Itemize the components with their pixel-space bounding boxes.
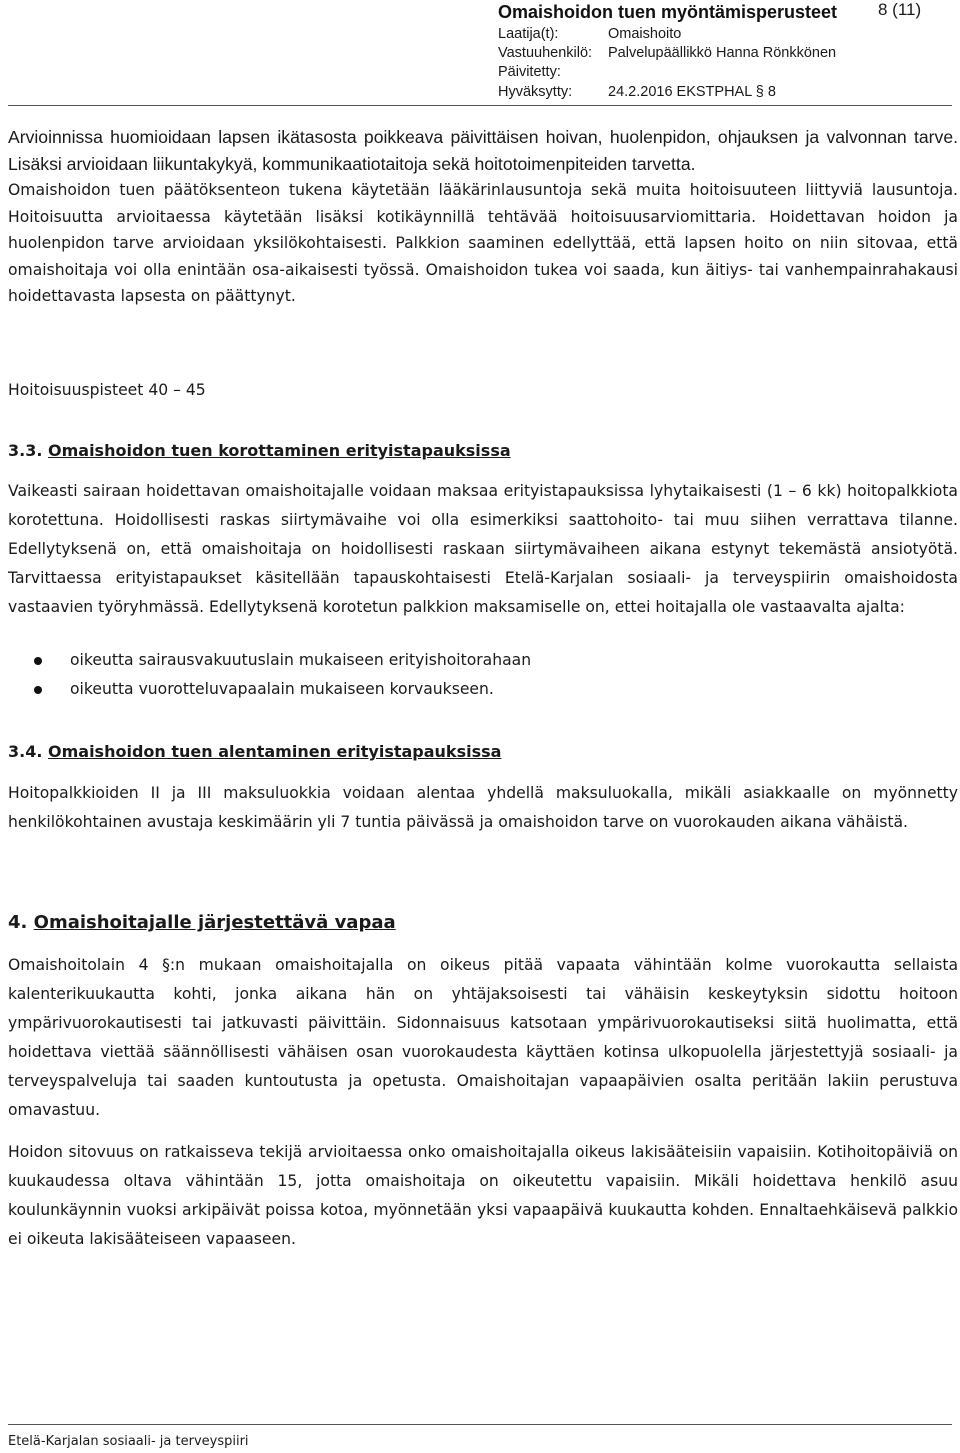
meta-label: Laatija(t): [498, 26, 559, 42]
section-number: 3.4. [8, 742, 43, 761]
meta-value: Palvelupäällikkö Hanna Rönkkönen [608, 45, 837, 61]
meta-row-responsible [498, 45, 837, 61]
section-number: 3.3. [8, 441, 43, 460]
section-3-3-body: Vaikeasti sairaan hoidettavan omaishoitajalle voidaan maksaa erityistapauksissa lyhytaikaisesti (1 – 6 kk) hoitopalkkiota korotettuna. Hoidollisesti raskas siirtymävaihe voi olla esimerkiksi saattohoito- tai muu siihen verrattava tilanne. Edellytyksenä on, että omaishoitaja on hoidollisesti raskaan siirtymävaiheen aikana estynyt tekemästä ansiotyötä. Tarvittaessa erityistapaukset käsitellään tapauskohtaisesti Etelä-Karjalan sosiaali- ja terveyspiirin omaishoidosta vastaavien työryhmässä. Edellytyksenä korotetun palkkion maksamiselle on, ettei hoitajalla ole vastaavalta ajalta: [8, 482, 958, 616]
section-heading-3-3 [8, 441, 511, 460]
meta-value: 24.2.2016 EKSTPHAL § 8 [608, 84, 776, 100]
meta-value: Omaishoito [608, 26, 682, 42]
bullet-icon [34, 686, 42, 694]
meta-row-approved [498, 84, 776, 100]
section-heading-3-4 [8, 742, 501, 761]
section-title: Omaishoidon tuen korottaminen erityistapauksissa [48, 441, 511, 460]
intro-paragraph-rest: Omaishoidon tuen päätöksenteon tukena käytetään lääkärinlausuntoja sekä muita hoitoisuuteen liittyviä lausuntoja. Hoitoisuutta arvioitaessa käytetään lisäksi kotikäynnillä tehtävää hoitoisuusarviomittaria. Hoidettavan hoidon ja huolenpidon tarve arvioidaan yksilökohtaisesti. Palkkion saaminen edellyttää, että lapsen hoito on niin sitovaa, että omaishoitaja voi olla enintään osa-aikaisesti työssä. Omaishoidon tukea voi saada, kun äitiys- tai vanhempainrahakausi hoidettavasta lapsesta on päättynyt. [8, 181, 958, 305]
section-title: Omaishoidon tuen alentaminen erityistapauksissa [48, 742, 502, 761]
header-divider [8, 105, 952, 106]
section-4-body-2: Hoidon sitovuus on ratkaisseva tekijä arvioitaessa onko omaishoitajalla oikeus lakisääteisiin vapaisiin. Kotihoitopäiviä on kuukaudessa oltava vähintään 15, jotta omaishoitaja on oikeutettu vapaisiin. Mikäli hoidettava henkilö asuu koulunkäynnin vuoksi arkipäivät poissa kotoa, myönnetään yksi vapaapäivä kuukautta kohden. Ennaltaehkäisevä palkkio ei oikeuta lakisääteiseen vapaaseen. [8, 1143, 958, 1248]
list-item [30, 675, 531, 704]
points-line: Hoitoisuuspisteet 40 – 45 [8, 381, 206, 399]
bullet-list [30, 646, 531, 704]
intro-paragraph-first: Arvioinnissa huomioidaan lapsen ikätasosta poikkeava päivittäisen hoivan, huolenpidon, ohjauksen ja valvonnan tarve. Lisäksi arvioidaan liikuntakykyä, kommunikaatiotaitoja sekä hoitotoimenpiteiden tarvetta. [8, 127, 958, 174]
meta-row-updated [498, 64, 561, 80]
footer-divider [8, 1424, 952, 1425]
section-title: Omaishoitajalle järjestettävä vapaa [33, 912, 396, 933]
section-number: 4. [8, 912, 28, 933]
meta-label: Hyväksytty: [498, 84, 573, 100]
list-item [30, 646, 531, 675]
list-item-text: oikeutta sairausvakuutuslain mukaiseen erityishoitorahaan [70, 651, 532, 669]
meta-row-author [498, 26, 682, 42]
bullet-icon [34, 657, 42, 665]
footer-organization: Etelä-Karjalan sosiaali- ja terveyspiiri [8, 1434, 249, 1449]
document-title: Omaishoidon tuen myöntämisperusteet [498, 2, 838, 22]
list-item-text: oikeutta vuorotteluvapaalain mukaiseen korvaukseen. [70, 680, 494, 698]
section-heading-4 [8, 912, 396, 933]
page-number: 8 (11) [878, 0, 922, 19]
section-3-4-body: Hoitopalkkioiden II ja III maksuluokkia voidaan alentaa yhdellä maksuluokalla, mikäli asiakkaalle on myönnetty henkilökohtainen avustaja keskimäärin yli 7 tuntia päivässä ja omaishoidon tarve on vuorokauden aikana vähäistä. [8, 784, 958, 831]
meta-label: Päivitetty: [498, 64, 561, 80]
meta-label: Vastuuhenkilö: [498, 45, 593, 61]
section-4-body-1: Omaishoitolain 4 §:n mukaan omaishoitajalla on oikeus pitää vapaata vähintään kolme vuorokautta sellaista kalenterikuukautta kohti, jonka aikana hän on yhtäjaksoisesti tai vähäisin keskeytyksin sidottu hoitoon ympärivuorokautisesti tai jatkuvasti päivittäin. Sidonnaisuus katsotaan ympärivuorokautiseksi siitä huolimatta, että hoidettava viettää säännöllisesti vähäisen osan vuorokaudesta käyttäen kotinsa ulkopuolella järjestettyjä sosiaali- ja terveyspalveluja tai saaden kuntoutusta ja opetusta. Omaishoitajan vapaapäivien osalta peritään lakiin perustuva omavastuu. [8, 956, 958, 1119]
